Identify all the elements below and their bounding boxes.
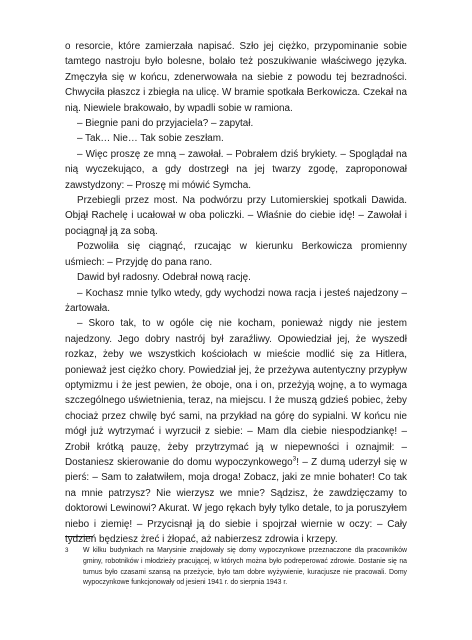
paragraph-3: – Tak… Nie… Tak sobie zeszłam. — [77, 133, 224, 145]
footnote — [65, 546, 407, 589]
footnote-divider — [65, 536, 93, 537]
paragraph-6: Pozwoliła się ciągnąć, rzucając w kierunku Berkowicza promienny uśmiech: – Przyjdę do pana rano. — [65, 241, 407, 268]
paragraph-7: Dawid był radosny. Odebrał nową rację. — [77, 272, 251, 284]
footnote-text: W kilku budynkach na Marysinie znajdowały się domy wypoczynkowe przeznaczone dla pracowników gminy, robotników i młodzieży pracującej, w których można było podreperować zdrowie. Dostanie się na turnus było czasami szansą na przeżycie, było tam dobre wyżywienie, kuracjusze nie pracowali. Domy wypoczynkowe funkcjonowały od jesieni 1941 r. do sierpnia 1943 r. — [83, 547, 407, 587]
paragraph-2: – Biegnie pani do przyjaciela? – zapytał. — [77, 118, 254, 130]
footnote-number: 3 — [65, 547, 69, 554]
paragraph-4: – Więc proszę ze mną – zawołał. – Pobrałem dziś brykiety. – Spoglądał na nią wyczekująco, a gdy dostrzegł na jej twarzy zgodę, zaproponował zawstydzony: – Proszę mi mówić Symcha. — [65, 148, 407, 191]
paragraph-8: – Kochasz mnie tylko wtedy, gdy wychodzi nowa racja i jesteś najedzony – żartowała. — [65, 287, 407, 314]
paragraph-1: o resorcie, które zamierzała napisać. Szło jej ciężko, przypominanie sobie tamtego nastroju było bolesne, bolało też poszukiwanie właściwego języka. Zmęczyła się w końcu, zdenerwowała na siebie z powodu tej bezradności. Chwyciła płaszcz i zbiegła na ulicę. W bramie spotkała Berkowicza. Czekał na nią. Niewiele brakowało, by wpadli sobie w ramiona. — [65, 41, 407, 114]
footnote-reference: 3 — [292, 455, 297, 463]
paragraph-5: Przebiegli przez most. Na podwórzu przy Lutomierskiej spotkali Dawida. Objął Rachelę i ucałował w oba policzki. – Właśnie do ciebie idę! – Zawołał i pociągnął ją za sobą. — [65, 195, 407, 237]
paragraph-9-part-a: – Skoro tak, to w ogóle cię nie kocham, ponieważ nigdy nie jestem najedzony. Jego dobry nastrój był zaraźliwy. Opowiedział jej, że wyszedł rozkaz, żeby we wszystkich kościołach w mieście modlić się za Hitlera, ponieważ jest ciężko chory. Powiedział jej, że przeżywa autentyczny przypływ optymizmu i że jest pewien, że oboje, ona i on, przeżyją wojnę, a to wymaga szczególnego uświetnienia, teraz, na miejscu. I że muszą gdzieś pobiec, żeby chociaż przez chwilę być sami, na przykład na górę do sypialni. W końcu nie mógł już wytrzymać i wyrzucił z siebie: – Mam dla ciebie niespodziankę! – Zrobił krótką pauzę, żeby przytrzymać ją w niepewności i oznajmił: – Dostaniesz skierowanie do domu wypoczynkowego — [65, 318, 407, 468]
paragraph-9-part-b: ! – Z dumą uderzył się w pierś: – Sam to załatwiłem, moja droga! Zobacz, jaki ze mnie bohater! Co tak na mnie patrzysz? Nie wierzysz we mnie? Sądzisz, że zawdzięczamy to doktorowi Lewinowi? Akurat. W jego rękach były tylko detale, to ja poruszyłem niebo i ziemię! – Przycisnął ją do siebie i spojrzał wiernie w oczy: – Cały tydzień będziesz żreć i żłopać, aż nabierzesz zdrowia i krzepy. — [65, 456, 408, 545]
paragraph-9 — [65, 316, 407, 547]
main-text — [65, 39, 407, 547]
